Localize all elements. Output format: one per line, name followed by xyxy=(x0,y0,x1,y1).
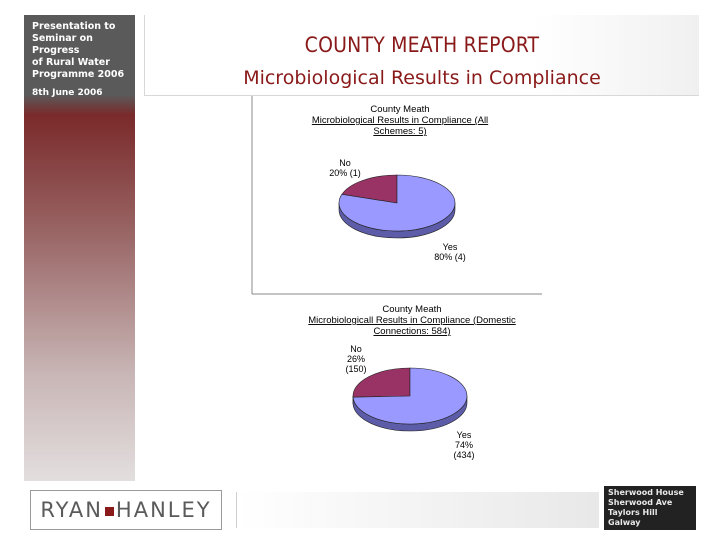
page-subtitle: Microbiological Results in Compliance xyxy=(243,67,601,89)
chart-1-label-no: No xyxy=(339,158,351,168)
chart-2-title-line: Connections: 584) xyxy=(373,326,451,337)
chart-1-title-line: Microbiological Results in Compliance (All xyxy=(311,115,489,126)
chart-1-label-yes: 80% (4) xyxy=(434,252,466,262)
ryan-hanley-logo xyxy=(30,490,222,530)
address-line: Taylors Hill xyxy=(608,508,658,517)
chart-2-label-no: No xyxy=(350,344,362,354)
chart-2-label-yes: (434) xyxy=(453,450,475,460)
chart-2-label-yes: Yes xyxy=(456,430,472,440)
presentation-date: 8th June 2006 xyxy=(32,88,103,98)
page-title: COUNTY MEATH REPORT xyxy=(304,33,540,57)
footer-strip xyxy=(236,492,599,528)
chart-1-title-line: Schemes: 5) xyxy=(373,126,427,137)
address-line: Sherwood Ave xyxy=(608,498,673,507)
chart-2-title-line: Microbiologicall Results in Compliance (Domestic xyxy=(308,315,516,326)
presentation-line: Seminar on Progress xyxy=(32,33,93,56)
logo-square-icon xyxy=(105,507,114,516)
presentation-line: Presentation to xyxy=(32,21,116,32)
address-line: Galway xyxy=(608,518,641,527)
chart-2-label-no: (150) xyxy=(345,364,367,374)
chart-1-label-yes: Yes xyxy=(442,242,458,252)
chart-1 xyxy=(312,104,488,262)
chart-2 xyxy=(308,304,516,460)
address-line: Sherwood House xyxy=(608,488,684,497)
presentation-line: Programme 2006 xyxy=(32,69,125,80)
chart-2-label-yes: 74% xyxy=(454,440,474,450)
chart-1-label-no: 20% (1) xyxy=(329,168,361,178)
presentation-line: of Rural Water xyxy=(32,57,110,68)
chart-2-title-line: County Meath xyxy=(382,304,442,315)
logo-text-right: HANLEY xyxy=(115,498,212,522)
chart-1-title-line: County Meath xyxy=(370,104,430,115)
logo-text-left: RYAN xyxy=(40,498,103,522)
address-block xyxy=(604,486,696,530)
chart-2-label-no: 26% xyxy=(346,354,366,364)
